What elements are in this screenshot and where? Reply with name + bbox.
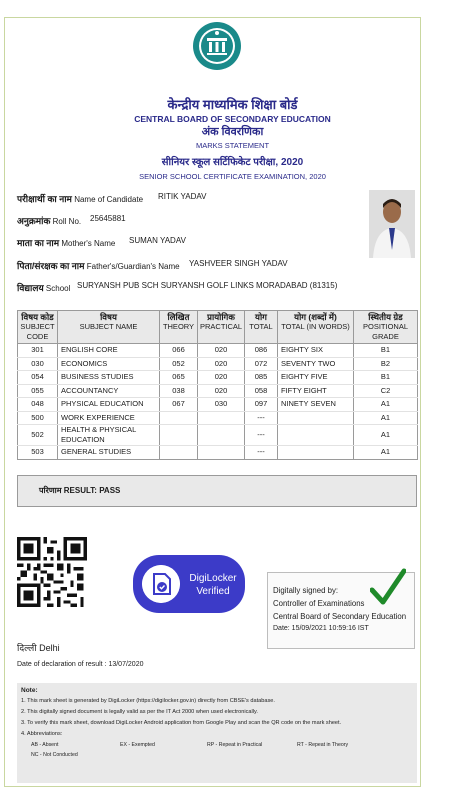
exam-title-english: SENIOR SCHOOL CERTIFICATE EXAMINATION, 2020 [139,172,326,181]
board-name-hindi: केन्द्रीय माध्यमिक शिक्षा बोर्ड [167,97,298,112]
abbr-not-conducted: NC - Not Conducted [31,752,78,758]
candidate-photo [369,190,415,258]
digilocker-verified-badge[interactable] [133,555,245,613]
digilocker-text: DigiLocker Verified [189,573,237,597]
cbse-logo-icon [192,21,242,71]
note-item: 4. Abbreviations: [21,731,63,737]
note-item: 1. This mark sheet is generated by DigiLocker (https://digilocker.gov.in) directly from CBSE's database. [21,698,275,704]
roll-number: 25645881 [90,214,126,223]
col-header-practical: प्रायोगिक PRACTICAL [198,311,245,344]
table-row: 301 ENGLISH CORE 066 020 086 EIGHTY SIX B1 [18,344,418,358]
digilocker-document-icon [142,565,180,603]
abbr-repeat-practical: RP - Repeat in Practical [207,742,263,748]
father-name: YASHVEER SINGH YADAV [189,259,288,268]
notes-box [17,683,417,783]
col-header-total: योग TOTAL [245,311,278,344]
col-header-subject: विषय SUBJECT NAME [58,311,160,344]
col-header-grade: स्थितीय ग्रेड POSITIONAL GRADE [354,311,418,344]
qr-code[interactable] [17,537,87,607]
table-row: 055 ACCOUNTANCY 038 020 058 FIFTY EIGHT C2 [18,384,418,398]
mother-name-row: माता का नाम Mother's Name SUMAN YADAV [17,236,186,248]
place-of-issue: दिल्ली Delhi [17,643,60,653]
table-header-row [18,311,418,344]
abbr-repeat-theory: RT - Repeat in Theory [297,742,349,748]
abbr-exempted: EX - Exempted [120,742,155,748]
exam-title-hindi: सीनियर स्कूल सर्टिफिकेट परीक्षा, 2020 [161,157,304,168]
declaration-date: Date of declaration of result : 13/07/2020 [17,661,144,668]
statement-title-english: MARKS STATEMENT [195,141,270,150]
signature-line: Controller of Examinations [273,599,365,608]
table-row: 030 ECONOMICS 052 020 072 SEVENTY TWO B2 [18,357,418,371]
roll-number-row: अनुक्रमांक Roll No. 25645881 [17,214,126,226]
table-row: 503 GENERAL STUDIES --- A1 [18,446,418,460]
board-name-english: CENTRAL BOARD OF SECONDARY EDUCATION [134,114,331,124]
statement-title-hindi: अंक विवरणिका [201,126,264,138]
abbr-absent: AB - Absent [31,742,59,748]
table-row: 048 PHYSICAL EDUCATION 067 030 097 NINETY SEVEN A1 [18,398,418,412]
school-name: SURYANSH PUB SCH SURYANSH GOLF LINKS MORADABAD (81315) [77,281,338,290]
col-header-words: योग (शब्दों में) TOTAL (IN WORDS) [278,311,354,344]
note-item: 2. This digitally signed document is legally valid as per the IT Act 2000 when used electronically. [21,709,258,715]
signature-line: Digitally signed by: [273,586,339,595]
school-row: विद्यालय School SURYANSH PUB SCH SURYANSH GOLF LINKS MORADABAD (81315) [17,281,338,293]
signature-date: Date: 15/09/2021 10:59:16 IST [273,625,369,632]
result-box [17,475,417,507]
candidate-name-row: परीक्षार्थी का नाम Name of Candidate RITIK YADAV [17,192,207,204]
result-value: PASS [99,486,121,495]
col-header-theory: लिखित THEORY [160,311,198,344]
candidate-name: RITIK YADAV [158,192,207,201]
marks-table [17,310,418,460]
signature-line: Central Board of Secondary Education [273,612,407,621]
table-row: 502 HEALTH & PHYSICAL EDUCATION --- A1 [18,425,418,446]
father-name-row: पिता/संरक्षक का नाम Father's/Guardian's Name YASHVEER SINGH YADAV [17,259,288,271]
notes-title: Note: [21,687,38,694]
col-header-code: विषय कोड SUBJECT CODE [18,311,58,344]
result-line: परिणाम RESULT: PASS [39,486,121,495]
note-item: 3. To verify this mark sheet, download DigiLocker Android application from Google Play and scan the QR code on the mark sheet. [21,720,342,726]
check-mark-icon [370,568,406,608]
table-row: 054 BUSINESS STUDIES 065 020 085 EIGHTY FIVE B1 [18,371,418,385]
table-row: 500 WORK EXPERIENCE --- A1 [18,411,418,425]
mother-name: SUMAN YADAV [129,236,186,245]
